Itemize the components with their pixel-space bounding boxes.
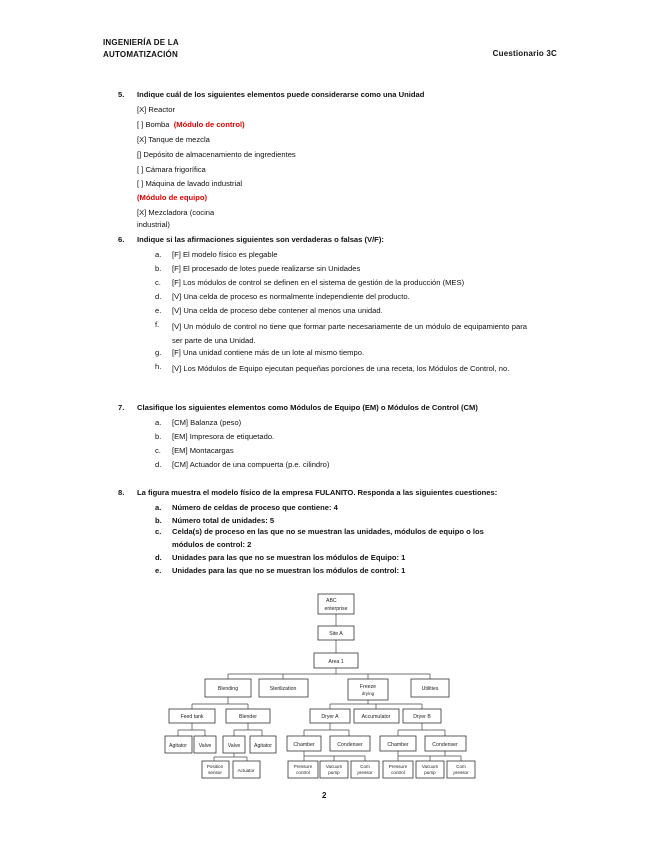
item-text: Unidades para las que no se muestran los módulos de control: 1 [172, 566, 406, 575]
item-letter: g. [155, 348, 162, 357]
item-text: [EM] Impresora de etiquetado. [172, 432, 275, 441]
item-text: [V] Un módulo de control no tiene que formar parte necesariamente de un módulo de equipamiento para ser parte de una Unidad. [172, 322, 527, 345]
item-text: [F] El modelo físico es plegable [172, 250, 278, 259]
item-letter: d. [155, 292, 162, 301]
item-letter: a. [155, 418, 162, 427]
item-letter: a. [155, 503, 162, 512]
item-letter: b. [155, 516, 162, 525]
question-text: Clasifique los siguientes elementos como Módulos de Equipo (EM) o Módulos de Control (CM) [137, 403, 478, 412]
enterprise-label-1: ABC [326, 598, 337, 604]
question-text: La figura muestra el modelo físico de la empresa FULANITO. Responda a las siguientes cuestiones: [137, 488, 498, 497]
site-label: Site A [329, 631, 343, 637]
cm-agitator-2-label: Agitator [254, 743, 272, 749]
question-number: 6. [118, 235, 125, 244]
cm-pressure-a-label-1: Pressure [293, 764, 313, 769]
item-text: [V] Una celda de proceso debe contener al menos una unidad. [172, 306, 383, 315]
enterprise-label-2: enterprise [324, 606, 348, 612]
item-letter: c. [155, 527, 162, 536]
option-text: [X] Tanque de mezcla [137, 135, 210, 144]
item-text: módulos de control: 2 [172, 540, 252, 549]
cm-pressure-a-label-2: control [296, 770, 310, 775]
item-text: [F] Los módulos de control se definen en el sistema de gestión de la producción (MES) [172, 278, 465, 287]
item-letter: e. [155, 306, 162, 315]
item-letter: c. [155, 446, 161, 455]
cm-actuator-label: Actuator [237, 768, 255, 773]
item-letter: a. [155, 250, 162, 259]
item-text: [CM] Actuador de una compuerta (p.e. cilindro) [172, 460, 330, 469]
option-text: [X] Reactor [137, 105, 175, 114]
cm-position-label-1: Position [206, 764, 224, 769]
em-condenser-b-label: Condenser [432, 742, 458, 748]
question-text: Indique si las afirmaciones siguientes son verdaderas o falsas (V/F): [137, 235, 384, 244]
item-text: [EM] Montacargas [172, 446, 234, 455]
option-text: [ ] Cámara frigorífica [137, 165, 206, 174]
cm-vacuum-b-label-2: pump [424, 770, 436, 775]
item-text: Número total de unidades: 5 [172, 516, 275, 525]
cm-comp-b-label-1: Com [456, 764, 466, 769]
unit-dryer-a-label: Dryer A [321, 714, 339, 720]
em-chamber-b-label: Chamber [387, 742, 409, 748]
question-number: 5. [118, 90, 125, 99]
cm-comp-a-label-2: pressor [357, 770, 373, 775]
unit-feed-tank-label: Feed tank [180, 714, 204, 720]
option-text: [ ] Máquina de lavado industrial [137, 179, 243, 188]
page-number: 2 [322, 791, 327, 800]
em-condenser-a-label: Condenser [337, 742, 363, 748]
cm-comp-b-label-2: pressor [453, 770, 469, 775]
q5-option-last-line1: [X] Mezcladora (cocina [137, 208, 215, 217]
cm-vacuum-a-label-1: Vacuum [325, 764, 343, 769]
option-note: (Módulo de control) [173, 120, 245, 129]
unit-blender-label: Blender [239, 714, 257, 720]
option-text: [ ] Bomba [137, 120, 170, 129]
cm-pressure-b-label-2: control [391, 770, 405, 775]
item-text: [V] Una celda de proceso es normalmente independiente del producto. [172, 292, 410, 301]
cell-freeze-label-2: drying [361, 691, 375, 696]
item-text: [F] Una unidad contiene más de un lote al mismo tiempo. [172, 348, 365, 357]
cm-position-label-2: sensor [208, 770, 222, 775]
item-text: Número de celdas de proceso que contiene: 4 [172, 503, 338, 512]
cell-utilities-label: Utilities [421, 686, 439, 692]
question-text: Indique cuál de los siguientes elementos puede considerarse como una Unidad [137, 90, 425, 99]
item-text: [CM] Balanza (peso) [172, 418, 242, 427]
em-chamber-a-label: Chamber [293, 742, 315, 748]
question-number: 8. [118, 488, 125, 497]
item-text: [V] Los Módulos de Equipo ejecutan pequeñas porciones de una receta, los Módulos de Control, no. [172, 364, 510, 373]
document-title: Cuestionario 3C [492, 49, 557, 58]
cm-vacuum-a-label-2: pump [328, 770, 340, 775]
cm-valve-1-label: Valve [198, 743, 212, 749]
item-letter: b. [155, 264, 162, 273]
item-text: Unidades para las que no se muestran los módulos de Equipo: 1 [172, 553, 406, 562]
option-text: [] Depósito de almacenamiento de ingredientes [137, 150, 296, 159]
course-title-line1: INGENIERÍA DE LA [103, 38, 179, 47]
item-letter: b. [155, 432, 162, 441]
cell-blending-label: Blending [217, 686, 239, 692]
item-letter: e. [155, 566, 162, 575]
item-letter: f. [155, 320, 160, 329]
unit-accumulator-label: Accumulator [361, 714, 391, 720]
q5-equipo-note: (Módulo de equipo) [137, 193, 208, 202]
course-title-line2: AUTOMATIZACIÓN [103, 50, 178, 59]
cm-vacuum-b-label-1: Vacuum [421, 764, 439, 769]
item-letter: h. [155, 362, 162, 371]
item-letter: c. [155, 278, 161, 287]
item-text: [F] El procesado de lotes puede realizarse sin Unidades [172, 264, 361, 273]
item-text: Celda(s) de proceso en las que no se muestran las unidades, módulos de equipo o los [172, 527, 484, 536]
cell-freeze-label-1: Freeze [359, 684, 377, 690]
cm-pressure-b-label-1: Pressure [388, 764, 408, 769]
unit-dryer-b-label: Dryer B [413, 714, 431, 720]
item-letter: d. [155, 460, 162, 469]
question-number: 7. [118, 403, 125, 412]
q5-option-last-line2: industrial) [137, 220, 170, 229]
item-letter: d. [155, 553, 162, 562]
cm-agitator-1-label: Agitator [169, 743, 187, 749]
cm-valve-2-label: Valve [227, 743, 241, 749]
cm-comp-a-label-1: Com [360, 764, 370, 769]
cell-sterilization-label: Sterilization [269, 686, 297, 692]
area-label: Area 1 [328, 659, 344, 665]
